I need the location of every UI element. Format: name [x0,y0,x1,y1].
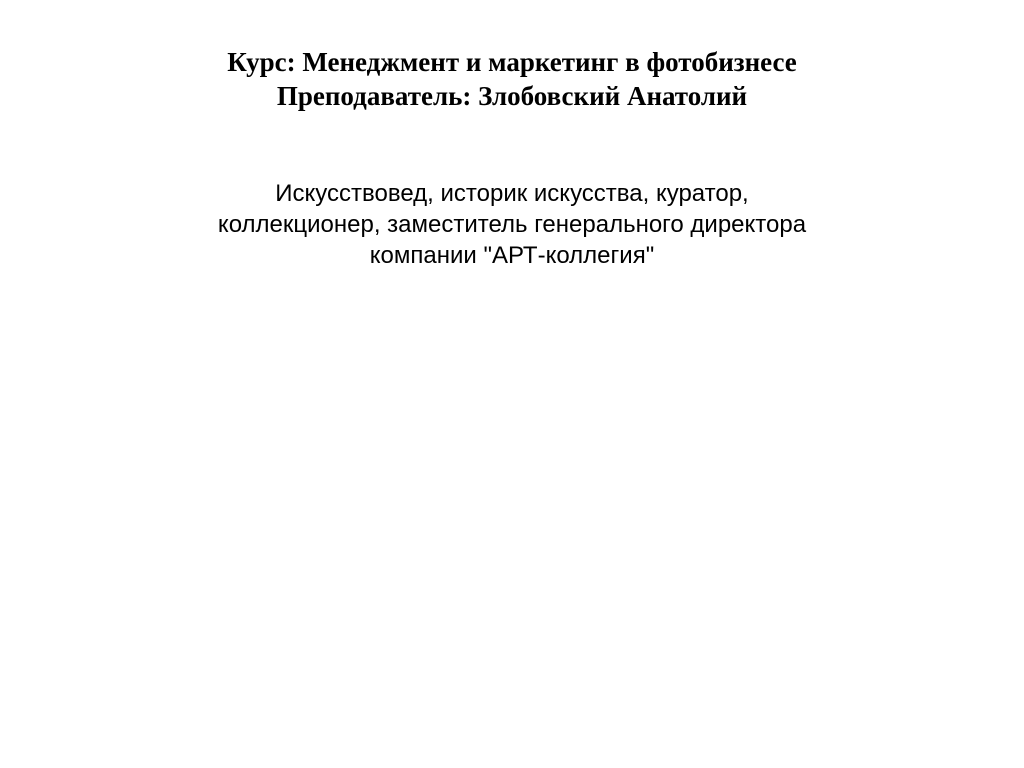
teacher-title: Преподаватель: Злобовский Анатолий [276,81,748,111]
course-title: Курс: Менеджмент и маркетинг в фотобизнесе [227,47,797,77]
slide-title [0,45,1024,113]
teacher-description: Искусствовед, историк искусства, куратор, коллекционер, заместитель генерального директора компании "АРТ-коллегия" [217,180,807,269]
